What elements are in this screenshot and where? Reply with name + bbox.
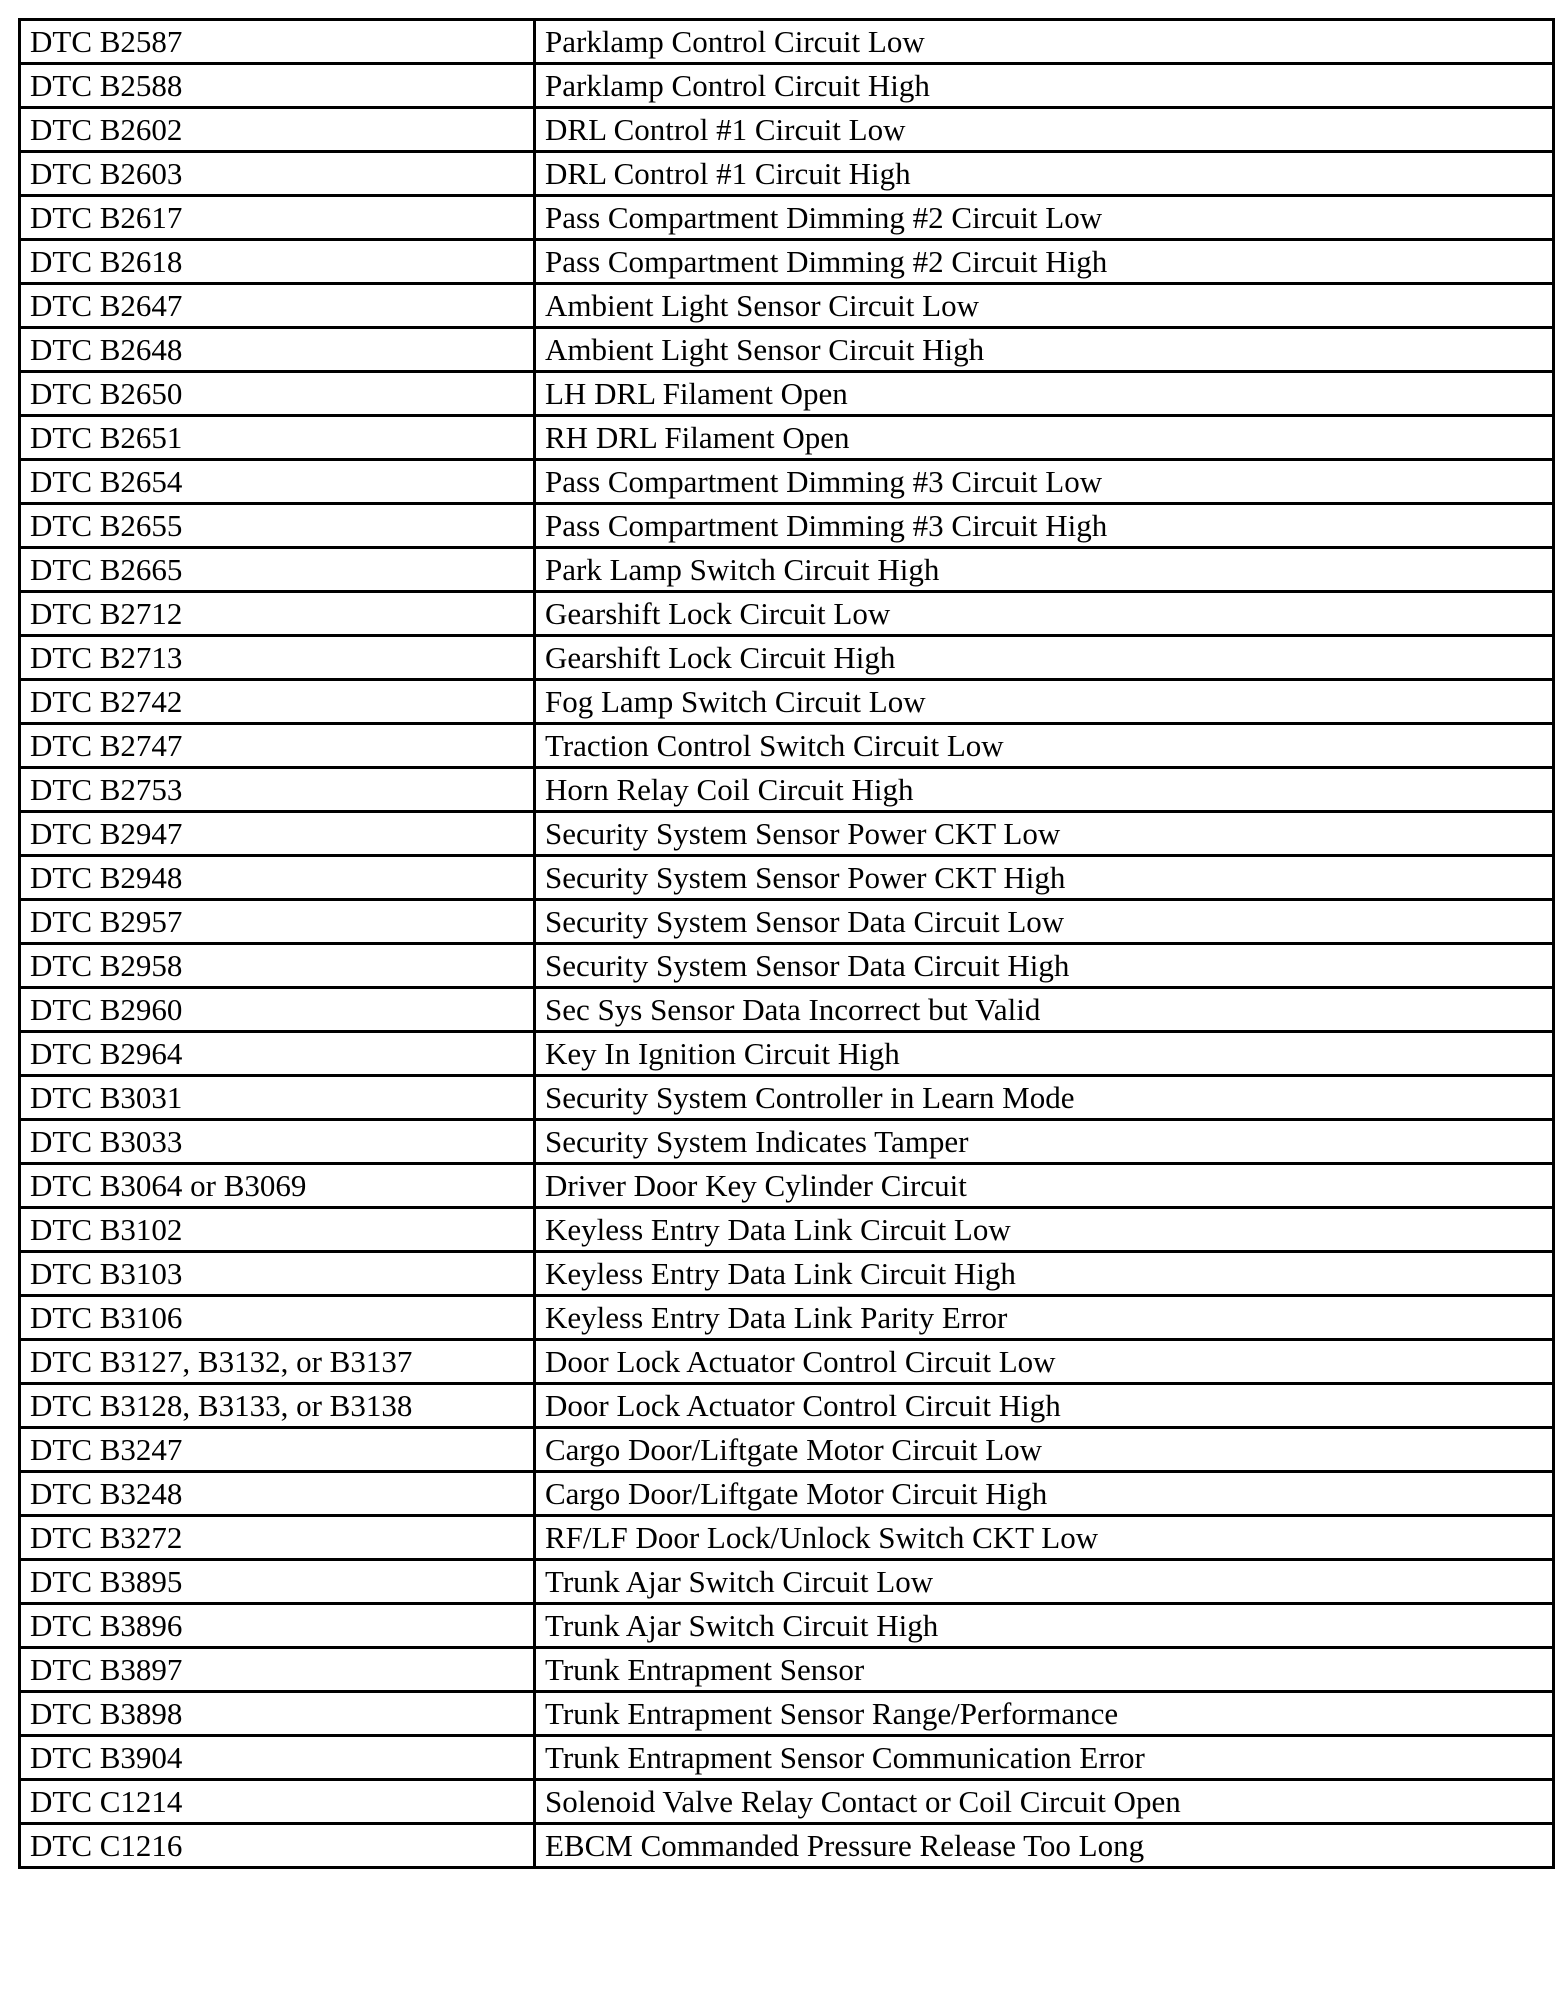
dtc-code-cell: DTC B3272 (20, 1516, 535, 1560)
table-row (20, 680, 1554, 724)
dtc-description-cell: Parklamp Control Circuit Low (535, 20, 1554, 64)
dtc-code-cell: DTC B3031 (20, 1076, 535, 1120)
dtc-code-cell: DTC B2665 (20, 548, 535, 592)
dtc-code-cell: DTC B2603 (20, 152, 535, 196)
dtc-description-cell: Keyless Entry Data Link Circuit Low (535, 1208, 1554, 1252)
dtc-description-cell: Cargo Door/Liftgate Motor Circuit Low (535, 1428, 1554, 1472)
dtc-code-cell: DTC B3033 (20, 1120, 535, 1164)
dtc-description-cell: Security System Sensor Power CKT Low (535, 812, 1554, 856)
table-row (20, 1560, 1554, 1604)
dtc-code-cell: DTC B3127, B3132, or B3137 (20, 1340, 535, 1384)
dtc-code-cell: DTC B2753 (20, 768, 535, 812)
table-row (20, 152, 1554, 196)
dtc-code-cell: DTC B3896 (20, 1604, 535, 1648)
dtc-code-cell: DTC B2618 (20, 240, 535, 284)
table-row (20, 1384, 1554, 1428)
dtc-description-cell: RF/LF Door Lock/Unlock Switch CKT Low (535, 1516, 1554, 1560)
dtc-code-cell: DTC C1214 (20, 1780, 535, 1824)
dtc-code-cell: DTC B3895 (20, 1560, 535, 1604)
dtc-description-cell: Trunk Entrapment Sensor Communication Error (535, 1736, 1554, 1780)
dtc-description-cell: Parklamp Control Circuit High (535, 64, 1554, 108)
table-row (20, 1692, 1554, 1736)
dtc-code-cell: DTC B3897 (20, 1648, 535, 1692)
dtc-description-cell: Pass Compartment Dimming #2 Circuit Low (535, 196, 1554, 240)
dtc-description-cell: LH DRL Filament Open (535, 372, 1554, 416)
dtc-description-cell: Door Lock Actuator Control Circuit High (535, 1384, 1554, 1428)
dtc-description-cell: Security System Indicates Tamper (535, 1120, 1554, 1164)
dtc-description-cell: Security System Sensor Power CKT High (535, 856, 1554, 900)
dtc-code-cell: DTC B2647 (20, 284, 535, 328)
dtc-description-cell: Key In Ignition Circuit High (535, 1032, 1554, 1076)
table-row (20, 548, 1554, 592)
dtc-description-cell: Trunk Ajar Switch Circuit High (535, 1604, 1554, 1648)
dtc-description-cell: Pass Compartment Dimming #2 Circuit High (535, 240, 1554, 284)
table-row (20, 1032, 1554, 1076)
dtc-description-cell: Horn Relay Coil Circuit High (535, 768, 1554, 812)
dtc-code-cell: DTC C1216 (20, 1824, 535, 1868)
table-row (20, 988, 1554, 1032)
table-row (20, 1076, 1554, 1120)
dtc-code-cell: DTC B2947 (20, 812, 535, 856)
dtc-description-cell: EBCM Commanded Pressure Release Too Long (535, 1824, 1554, 1868)
dtc-code-cell: DTC B3248 (20, 1472, 535, 1516)
dtc-description-cell: Security System Sensor Data Circuit Low (535, 900, 1554, 944)
table-row (20, 592, 1554, 636)
dtc-description-cell: Fog Lamp Switch Circuit Low (535, 680, 1554, 724)
dtc-description-cell: Pass Compartment Dimming #3 Circuit High (535, 504, 1554, 548)
dtc-description-cell: Gearshift Lock Circuit High (535, 636, 1554, 680)
dtc-description-cell: DRL Control #1 Circuit High (535, 152, 1554, 196)
dtc-description-cell: Trunk Entrapment Sensor Range/Performance (535, 1692, 1554, 1736)
dtc-description-cell: DRL Control #1 Circuit Low (535, 108, 1554, 152)
dtc-code-cell: DTC B3106 (20, 1296, 535, 1340)
table-row (20, 636, 1554, 680)
table-row (20, 1340, 1554, 1384)
dtc-code-cell: DTC B3904 (20, 1736, 535, 1780)
dtc-code-cell: DTC B2958 (20, 944, 535, 988)
table-row (20, 1648, 1554, 1692)
dtc-description-cell: Solenoid Valve Relay Contact or Coil Circuit Open (535, 1780, 1554, 1824)
table-row (20, 1824, 1554, 1868)
dtc-code-cell: DTC B2964 (20, 1032, 535, 1076)
table-row (20, 196, 1554, 240)
dtc-code-cell: DTC B2957 (20, 900, 535, 944)
table-row (20, 460, 1554, 504)
table-row (20, 416, 1554, 460)
dtc-description-cell: Gearshift Lock Circuit Low (535, 592, 1554, 636)
dtc-code-cell: DTC B2747 (20, 724, 535, 768)
table-row (20, 64, 1554, 108)
table-row (20, 1120, 1554, 1164)
table-row (20, 328, 1554, 372)
dtc-description-cell: Park Lamp Switch Circuit High (535, 548, 1554, 592)
dtc-description-cell: Trunk Ajar Switch Circuit Low (535, 1560, 1554, 1604)
dtc-code-cell: DTC B3102 (20, 1208, 535, 1252)
table-row (20, 240, 1554, 284)
dtc-description-cell: Ambient Light Sensor Circuit Low (535, 284, 1554, 328)
dtc-code-cell: DTC B2713 (20, 636, 535, 680)
table-row (20, 1604, 1554, 1648)
table-row (20, 504, 1554, 548)
dtc-description-cell: Trunk Entrapment Sensor (535, 1648, 1554, 1692)
dtc-code-cell: DTC B2617 (20, 196, 535, 240)
table-row (20, 724, 1554, 768)
dtc-code-cell: DTC B2602 (20, 108, 535, 152)
dtc-code-cell: DTC B2650 (20, 372, 535, 416)
dtc-code-cell: DTC B2948 (20, 856, 535, 900)
dtc-description-cell: Security System Controller in Learn Mode (535, 1076, 1554, 1120)
dtc-code-cell: DTC B3247 (20, 1428, 535, 1472)
dtc-description-cell: Door Lock Actuator Control Circuit Low (535, 1340, 1554, 1384)
dtc-code-cell: DTC B2960 (20, 988, 535, 1032)
table-row (20, 1516, 1554, 1560)
table-row (20, 1736, 1554, 1780)
dtc-code-cell: DTC B3128, B3133, or B3138 (20, 1384, 535, 1428)
dtc-description-cell: Security System Sensor Data Circuit High (535, 944, 1554, 988)
dtc-description-cell: Keyless Entry Data Link Parity Error (535, 1296, 1554, 1340)
table-row (20, 372, 1554, 416)
table-row (20, 812, 1554, 856)
table-row (20, 768, 1554, 812)
dtc-description-cell: RH DRL Filament Open (535, 416, 1554, 460)
table-row (20, 284, 1554, 328)
table-row (20, 944, 1554, 988)
dtc-code-cell: DTC B2655 (20, 504, 535, 548)
dtc-code-cell: DTC B2587 (20, 20, 535, 64)
dtc-code-cell: DTC B3103 (20, 1252, 535, 1296)
dtc-code-cell: DTC B2588 (20, 64, 535, 108)
dtc-description-cell: Cargo Door/Liftgate Motor Circuit High (535, 1472, 1554, 1516)
dtc-code-cell: DTC B3898 (20, 1692, 535, 1736)
table-row (20, 1780, 1554, 1824)
table-row (20, 1428, 1554, 1472)
dtc-table-body (20, 20, 1554, 1868)
dtc-code-cell: DTC B2742 (20, 680, 535, 724)
table-row (20, 1296, 1554, 1340)
table-row (20, 856, 1554, 900)
table-row (20, 20, 1554, 64)
table-row (20, 900, 1554, 944)
table-row (20, 1472, 1554, 1516)
dtc-description-cell: Pass Compartment Dimming #3 Circuit Low (535, 460, 1554, 504)
dtc-description-cell: Driver Door Key Cylinder Circuit (535, 1164, 1554, 1208)
table-row (20, 1252, 1554, 1296)
dtc-code-cell: DTC B2651 (20, 416, 535, 460)
dtc-description-cell: Keyless Entry Data Link Circuit High (535, 1252, 1554, 1296)
dtc-code-cell: DTC B2654 (20, 460, 535, 504)
dtc-table (18, 18, 1555, 1869)
dtc-code-cell: DTC B2712 (20, 592, 535, 636)
dtc-description-cell: Sec Sys Sensor Data Incorrect but Valid (535, 988, 1554, 1032)
table-row (20, 1208, 1554, 1252)
dtc-description-cell: Traction Control Switch Circuit Low (535, 724, 1554, 768)
dtc-code-cell: DTC B3064 or B3069 (20, 1164, 535, 1208)
dtc-code-cell: DTC B2648 (20, 328, 535, 372)
document-page (18, 18, 1552, 1869)
table-row (20, 108, 1554, 152)
table-row (20, 1164, 1554, 1208)
dtc-description-cell: Ambient Light Sensor Circuit High (535, 328, 1554, 372)
